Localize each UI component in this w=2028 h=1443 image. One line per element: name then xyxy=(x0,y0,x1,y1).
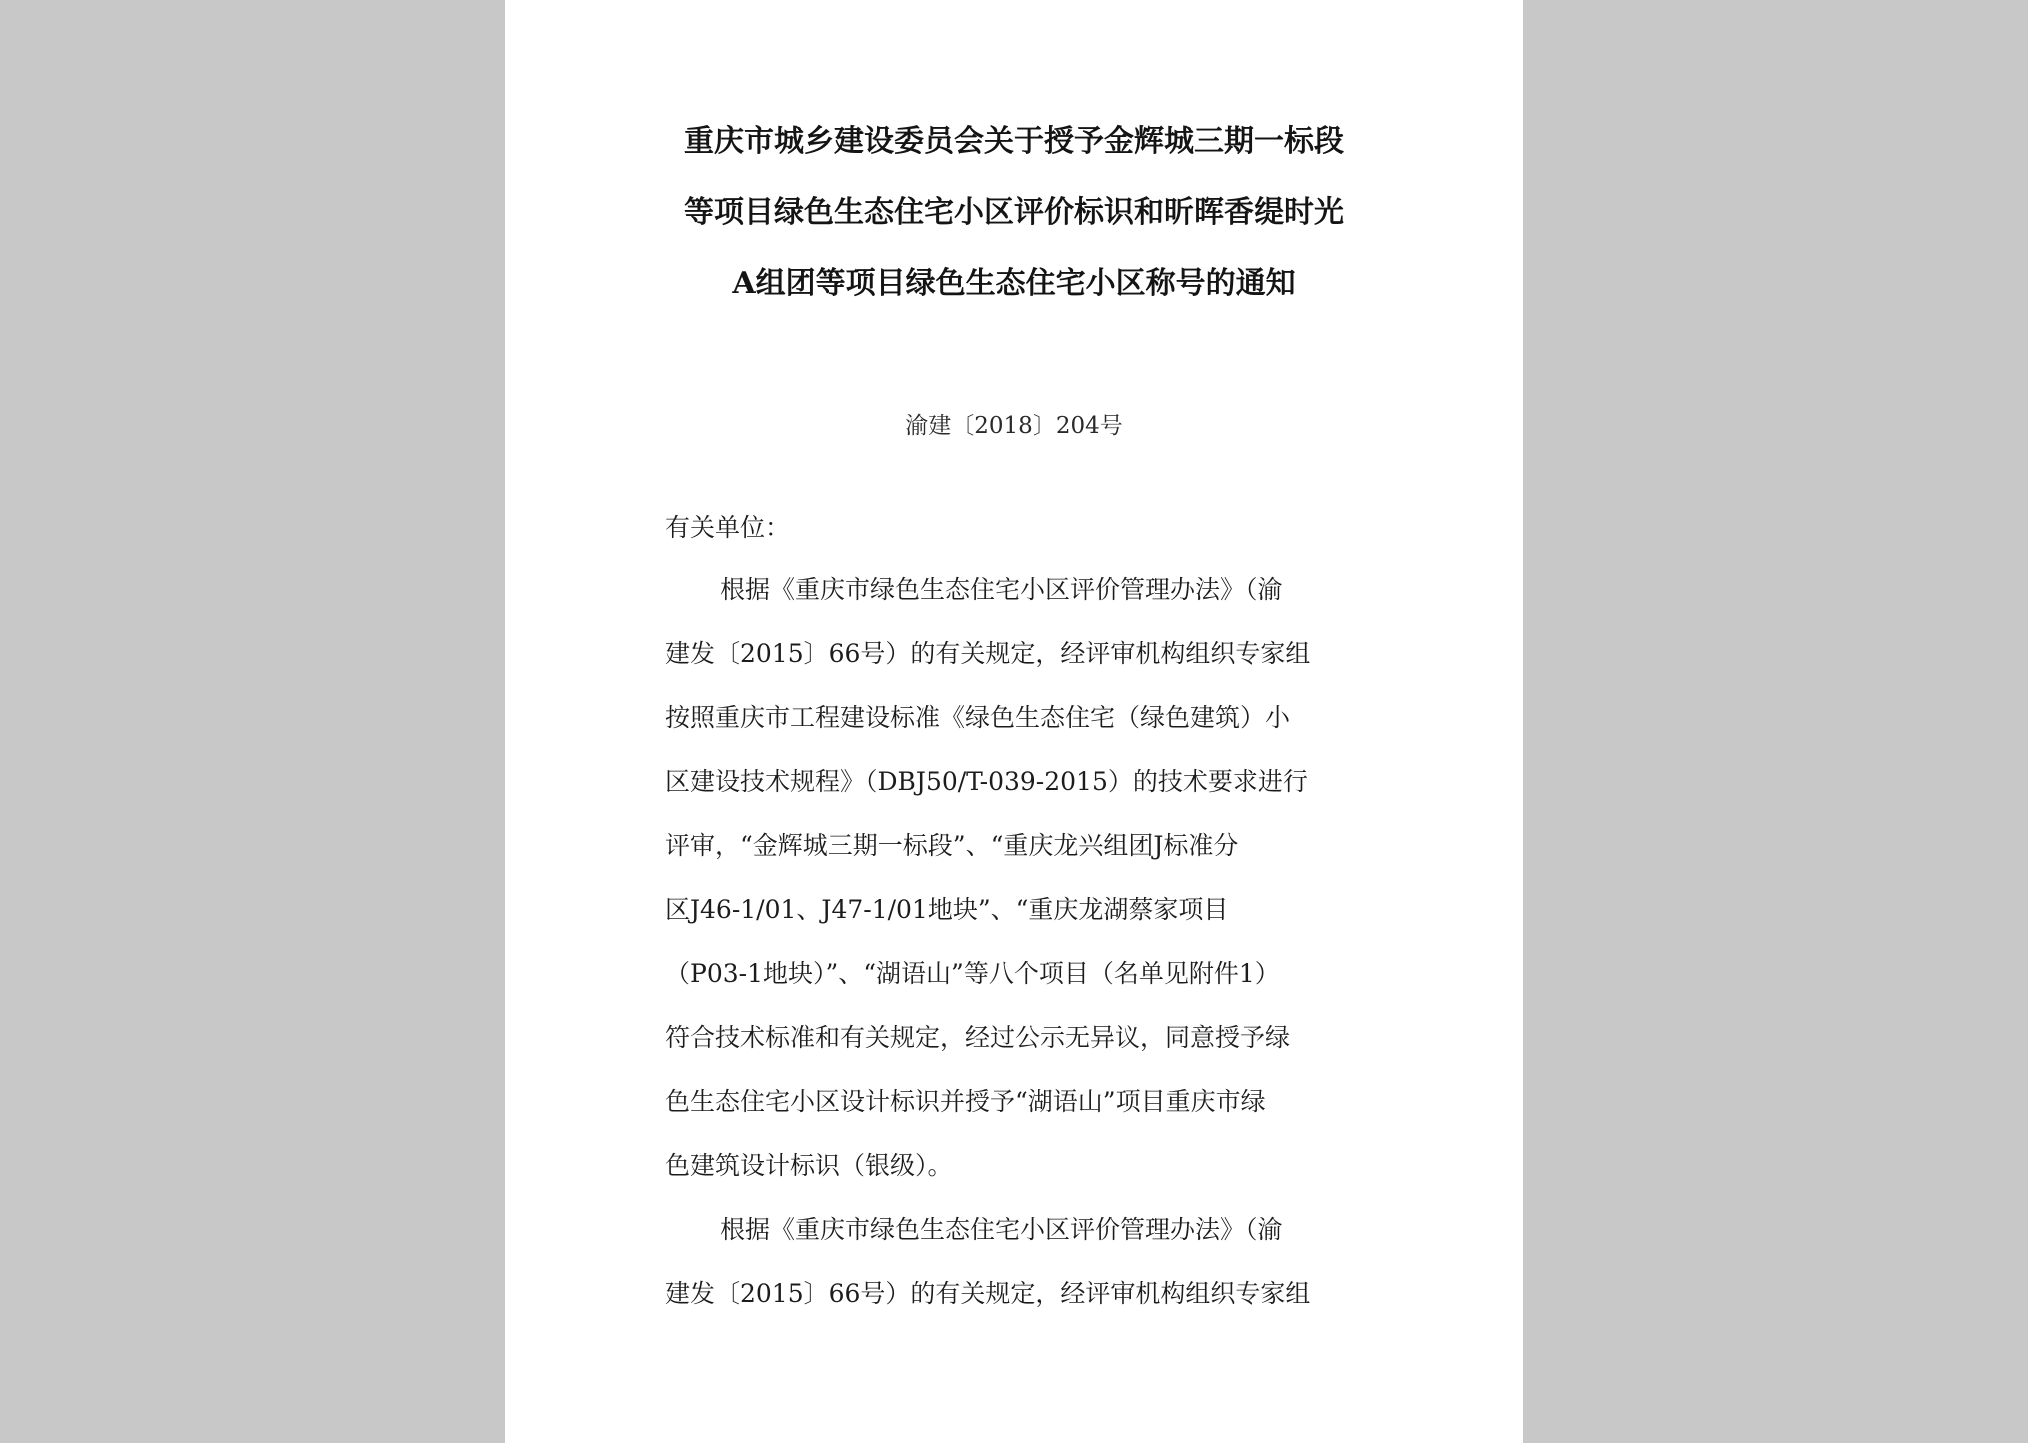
salutation: 有关单位： xyxy=(665,513,791,542)
title-line-2: 等项目绿色生态住宅小区评价标识和昕晖香缇时光 xyxy=(684,195,1344,230)
body-line: 色建筑设计标识（银级）。 xyxy=(665,1151,953,1180)
body-line: 根据《重庆市绿色生态住宅小区评价管理办法》（渝 xyxy=(720,575,1283,604)
body-line: 建发〔2015〕66号）的有关规定，经评审机构组织专家组 xyxy=(665,639,1311,668)
document-number: 渝建〔2018〕204号 xyxy=(905,413,1123,439)
title-line-1: 重庆市城乡建设委员会关于授予金辉城三期一标段 xyxy=(684,124,1344,159)
title-line-3: A组团等项目绿色生态住宅小区称号的通知 xyxy=(732,266,1296,301)
body-line: 色生态住宅小区设计标识并授予“湖语山”项目重庆市绿 xyxy=(665,1087,1266,1116)
body-line: 区J46-1/01、J47-1/01地块”、“重庆龙湖蔡家项目 xyxy=(665,895,1229,924)
body-line: 评审，“金辉城三期一标段”、“重庆龙兴组团J标准分 xyxy=(665,831,1239,860)
body-line: 建发〔2015〕66号）的有关规定，经评审机构组织专家组 xyxy=(665,1279,1311,1308)
body-line: 按照重庆市工程建设标准《绿色生态住宅（绿色建筑）小 xyxy=(665,703,1291,732)
document-page xyxy=(505,0,1523,1443)
body-line: 区建设技术规程》（DBJ50/T-039-2015）的技术要求进行 xyxy=(665,767,1308,796)
body-line: （P03-1地块）”、“湖语山”等八个项目（名单见附件1） xyxy=(665,959,1280,988)
body-line: 根据《重庆市绿色生态住宅小区评价管理办法》（渝 xyxy=(720,1215,1283,1244)
body-line: 符合技术标准和有关规定，经过公示无异议，同意授予绿 xyxy=(665,1023,1291,1052)
